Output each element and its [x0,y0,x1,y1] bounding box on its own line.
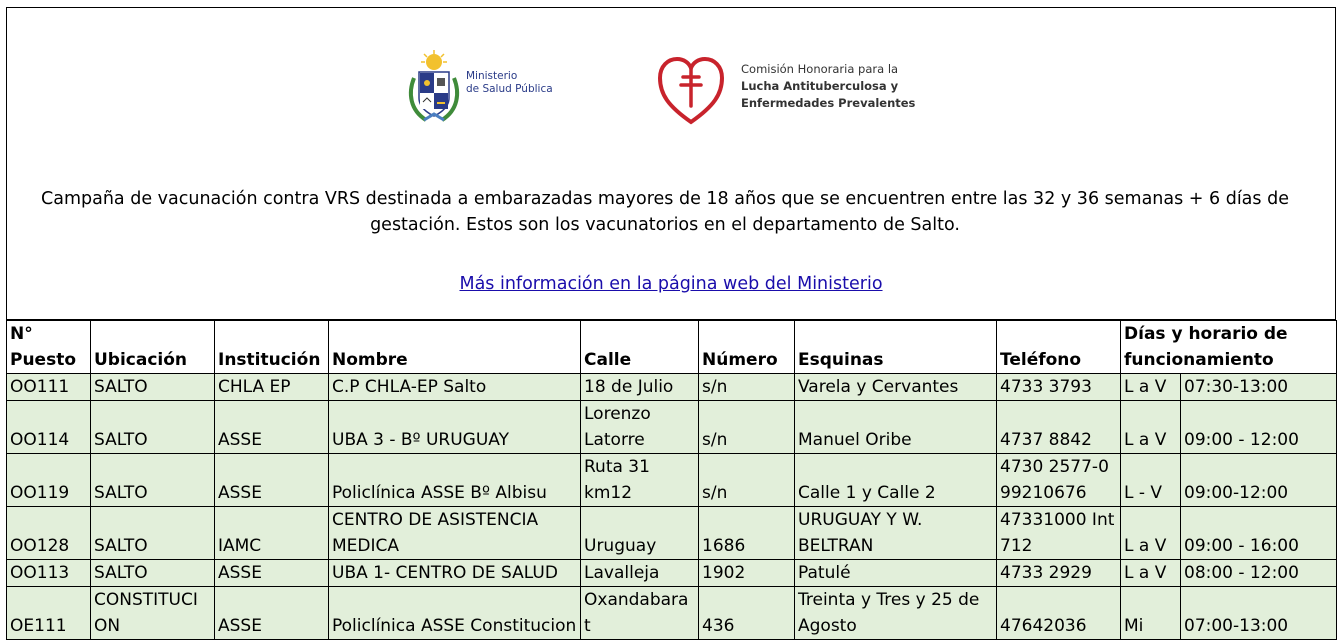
cell-dias: L - V [1121,454,1181,507]
msp-logo [404,48,574,128]
cell-horario: 07:00-13:00 [1181,587,1337,640]
cell-calle: Oxandabarat [581,587,699,640]
col-header-puesto [7,321,91,374]
cell-numero: s/n [699,374,795,401]
cell-telefono: 47642036 [997,587,1121,640]
cell-dias: L a V [1121,560,1181,587]
cell-dias: L a V [1121,401,1181,454]
cell-numero: s/n [699,454,795,507]
cell-telefono: 4733 3793 [997,374,1121,401]
cell-ubicacion: SALTO [91,507,215,560]
cell-puesto: OO128 [7,507,91,560]
cell-institucion: ASSE [215,401,329,454]
cell-horario: 09:00-12:00 [1181,454,1337,507]
cell-nombre: Policlínica ASSE Constitucion [329,587,581,640]
col-header-esquinas: Esquinas [795,321,997,374]
cell-esquinas: Varela y Cervantes [795,374,997,401]
cell-nombre: UBA 3 - Bº URUGUAY [329,401,581,454]
cell-dias: Mi [1121,587,1181,640]
table-header-row [7,321,1337,374]
chla-logo-line3: Enfermedades Prevalentes [741,96,916,110]
cell-numero: 1902 [699,560,795,587]
cell-calle: Uruguay [581,507,699,560]
cell-horario: 08:00 - 12:00 [1181,560,1337,587]
cell-puesto: OO114 [7,401,91,454]
cell-institucion: IAMC [215,507,329,560]
uruguay-coat-of-arms-icon [404,48,464,128]
cell-calle: 18 de Julio [581,374,699,401]
table-row [7,507,1337,560]
table-row [7,454,1337,507]
cell-esquinas: Treinta y Tres y 25 de Agosto [795,587,997,640]
cell-calle: Lavalleja [581,560,699,587]
chla-logo-line1: Comisión Honoraria para la [741,62,899,76]
heart-cross-icon [656,54,726,128]
cell-institucion: ASSE [215,454,329,507]
cell-horario: 09:00 - 16:00 [1181,507,1337,560]
cell-telefono: 4733 2929 [997,560,1121,587]
chla-logo-line2: Lucha Antituberculosa y [741,79,899,93]
cell-dias: L a V [1121,374,1181,401]
col-header-calle: Calle [581,321,699,374]
cell-esquinas: Patulé [795,560,997,587]
cell-telefono: 4730 2577-099210676 [997,454,1121,507]
cell-puesto: OE111 [7,587,91,640]
msp-logo-text [466,70,553,96]
cell-nombre: C.P CHLA-EP Salto [329,374,581,401]
cell-esquinas: URUGUAY Y W. BELTRAN [795,507,997,560]
cell-institucion: CHLA EP [215,374,329,401]
cell-puesto: OO119 [7,454,91,507]
vaccination-sites-table [6,320,1337,640]
chla-logo-text [741,61,915,112]
cell-calle: Lorenzo Latorre [581,401,699,454]
cell-ubicacion: SALTO [91,401,215,454]
cell-telefono: 4737 8842 [997,401,1121,454]
col-header-ubicacion: Ubicación [91,321,215,374]
cell-numero: s/n [699,401,795,454]
campaign-description-line1: Campaña de vacunación contra VRS destinada a embarazadas mayores de 18 años que se encuentren entre las 32 y 36 semanas + 6 días de [41,189,1289,209]
cell-institucion: ASSE [215,560,329,587]
ministry-more-info-link[interactable]: Más información en la página web del Ministerio [459,274,883,294]
cell-institucion: ASSE [215,587,329,640]
col-header-dias-horario: Días y horario de funcionamiento [1121,321,1337,374]
campaign-description [20,186,1310,238]
chla-logo [656,54,956,128]
col-header-puesto-line2: Puesto [10,350,77,370]
cell-telefono: 47331000 Int 712 [997,507,1121,560]
cell-nombre: UBA 1- CENTRO DE SALUD [329,560,581,587]
cell-ubicacion: SALTO [91,454,215,507]
cell-esquinas: Calle 1 y Calle 2 [795,454,997,507]
msp-logo-line1: Ministerio [466,70,518,82]
col-header-puesto-line1: N° [10,324,33,344]
msp-logo-line2: de Salud Pública [466,83,553,95]
cell-dias: L a V [1121,507,1181,560]
cell-calle: Ruta 31 km12 [581,454,699,507]
table-row [7,374,1337,401]
table-row [7,587,1337,640]
table-row [7,560,1337,587]
campaign-description-line2: gestación. Estos son los vacunatorios en el departamento de Salto. [370,215,960,235]
col-header-telefono: Teléfono [997,321,1121,374]
cell-puesto: OO111 [7,374,91,401]
cell-nombre: CENTRO DE ASISTENCIA MEDICA [329,507,581,560]
cell-ubicacion: SALTO [91,374,215,401]
table-row [7,401,1337,454]
cell-nombre: Policlínica ASSE Bº Albisu [329,454,581,507]
cell-horario: 09:00 - 12:00 [1181,401,1337,454]
col-header-numero: Número [699,321,795,374]
cell-esquinas: Manuel Oribe [795,401,997,454]
col-header-nombre: Nombre [329,321,581,374]
cell-numero: 436 [699,587,795,640]
col-header-institucion: Institución [215,321,329,374]
cell-ubicacion: SALTO [91,560,215,587]
cell-horario: 07:30-13:00 [1181,374,1337,401]
cell-ubicacion: CONSTITUCION [91,587,215,640]
cell-numero: 1686 [699,507,795,560]
cell-puesto: OO113 [7,560,91,587]
